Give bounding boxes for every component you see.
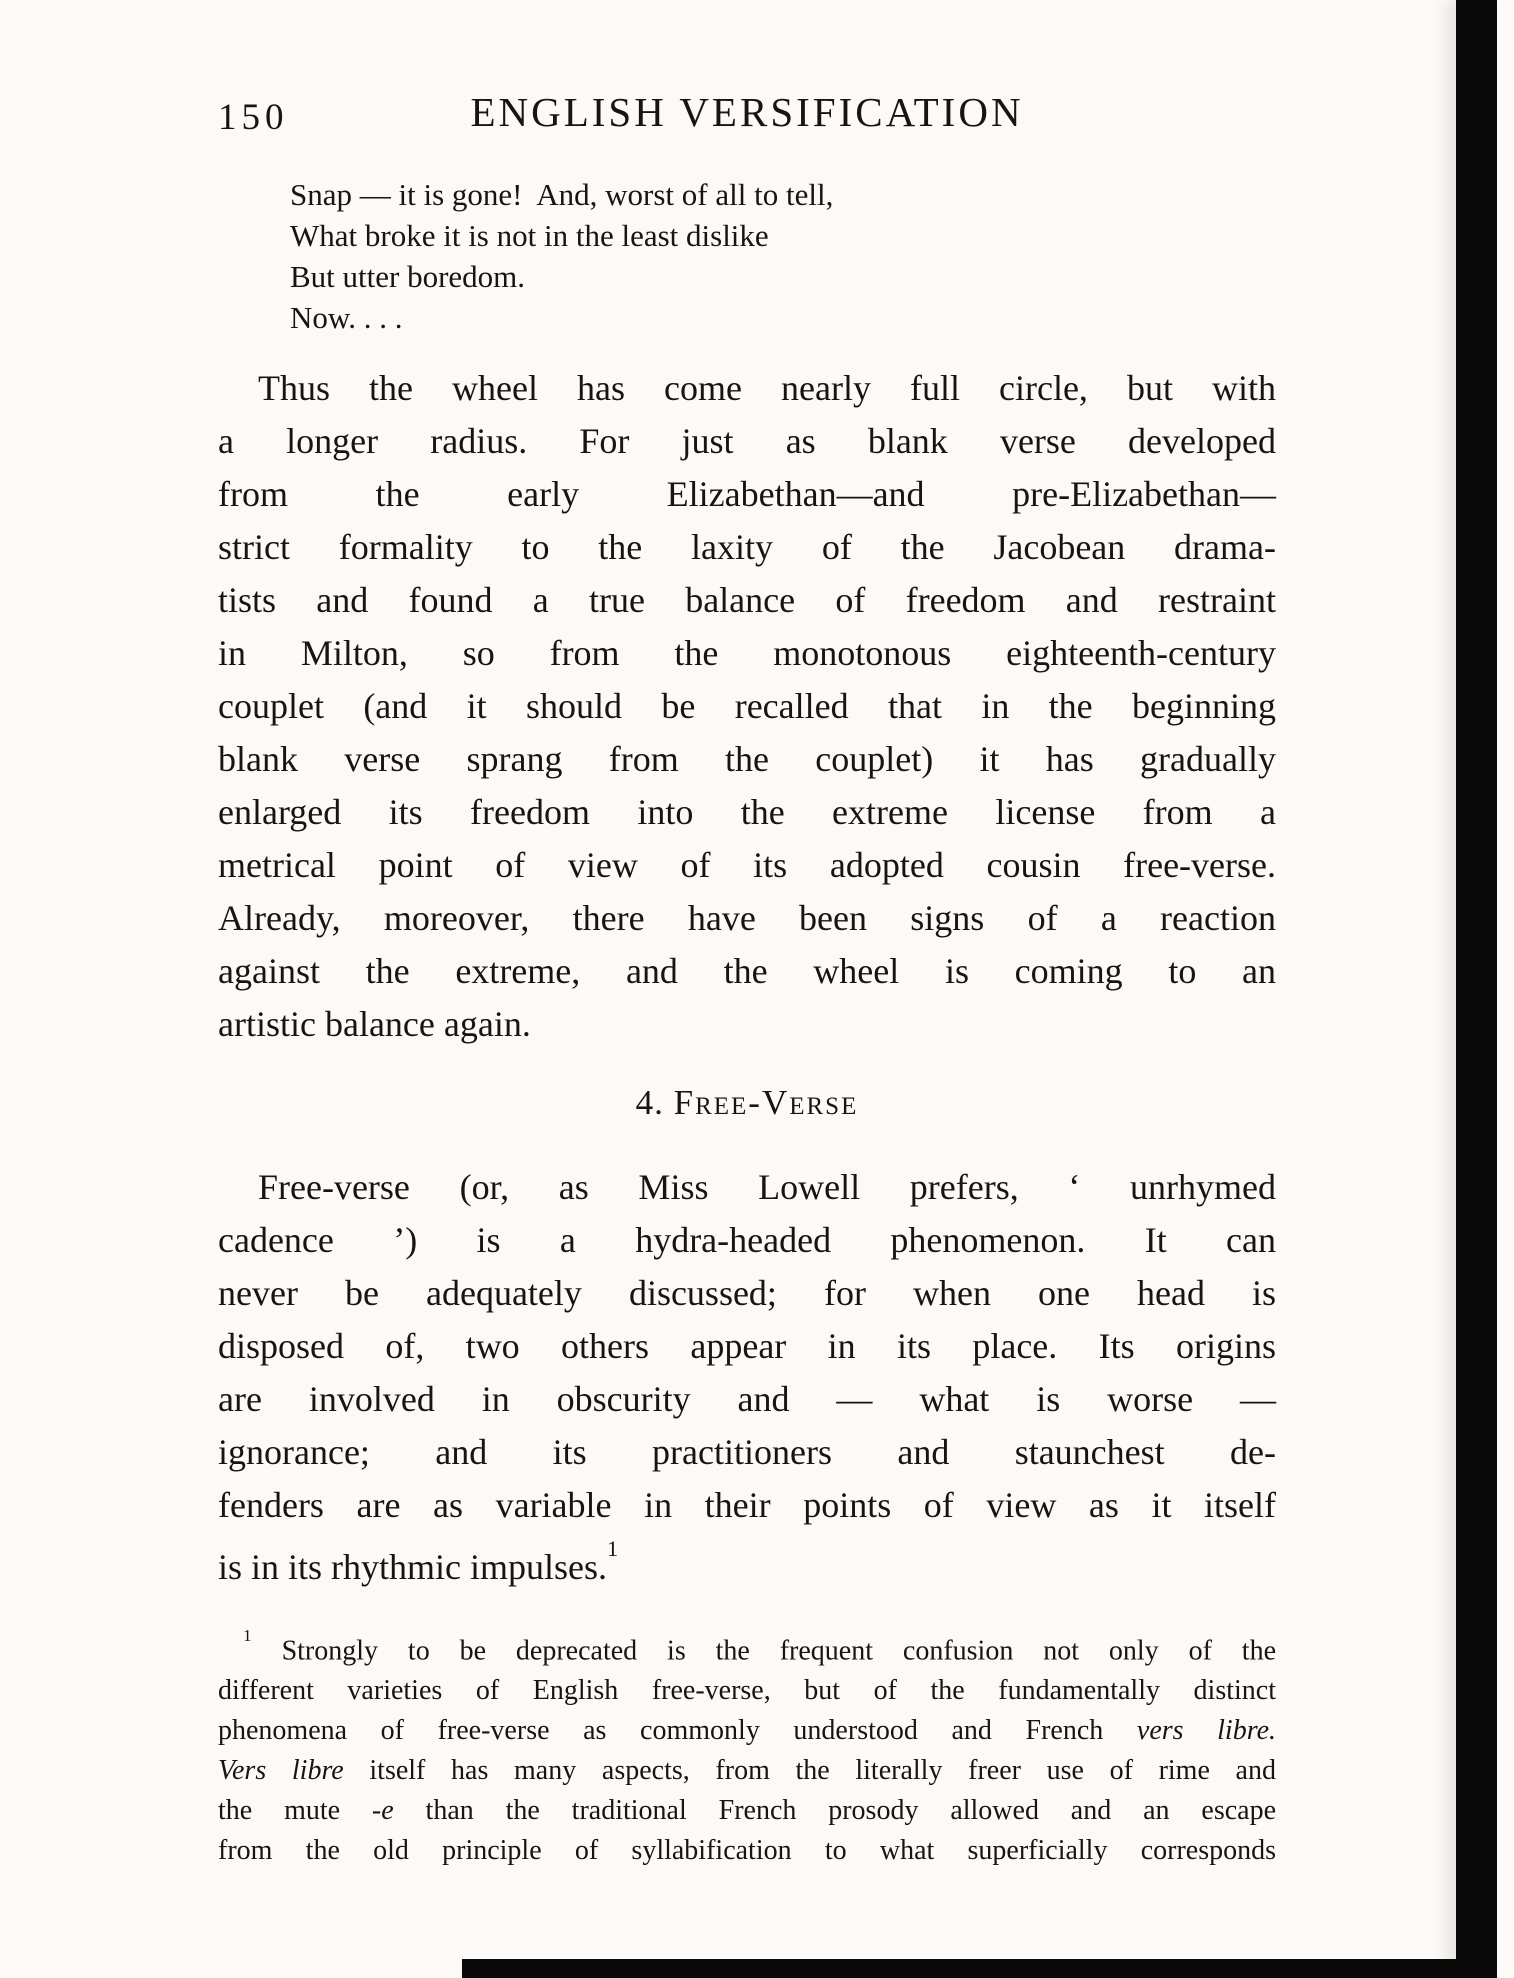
footnote-text: Strongly to be deprecated is the frequent confusion not only of the — [251, 1635, 1276, 1667]
footnote-line: different varieties of English free-verse, but of the fundamentally distinct — [218, 1675, 1276, 1707]
text-line — [218, 1532, 1276, 1594]
footnote-text: than the traditional French prosody allowed and an escape — [393, 1795, 1276, 1827]
poem-line: What broke it is not in the least dislike — [290, 218, 769, 253]
footnote-line — [218, 1624, 1276, 1671]
text-line: strict formality to the laxity of the Jacobean drama- — [218, 527, 1276, 567]
text-line: never be adequately discussed; for when one head is — [218, 1273, 1276, 1313]
text-line: metrical point of view of its adopted cousin free-verse. — [218, 845, 1276, 885]
footnote-marker: 1 — [243, 1626, 252, 1646]
text-line: fenders are as variable in their points of view as it itself — [218, 1485, 1276, 1525]
text-line: ignorance; and its practitioners and staunchest de- — [218, 1432, 1276, 1472]
text-line: Thus the wheel has come nearly full circle, but with — [258, 368, 1276, 408]
section-title: Free-Verse — [673, 1083, 859, 1122]
text-line: artistic balance again. — [218, 1004, 531, 1044]
footnote — [218, 1624, 1276, 1871]
poem-line: But utter boredom. — [290, 259, 526, 294]
page-content — [218, 0, 1276, 1871]
poem-line: Snap — it is gone! And, worst of all to tell, — [290, 177, 834, 212]
footnote-line — [218, 1791, 1276, 1831]
text-line: enlarged its freedom into the extreme license from a — [218, 792, 1276, 832]
footnote-text: phenomena of free-verse as commonly understood and French — [218, 1715, 1137, 1747]
footnote-text-italic: -e — [371, 1795, 394, 1827]
footnote-line — [218, 1711, 1276, 1751]
text-line: are involved in obscurity and — what is worse — — [218, 1379, 1276, 1419]
running-title: ENGLISH VERSIFICATION — [470, 89, 1024, 135]
poem-line: Now. . . . — [290, 300, 403, 335]
text-line: blank verse sprang from the couplet) it has gradually — [218, 739, 1276, 779]
scan-bottom-bar — [462, 1959, 1497, 1978]
footnote-text: itself has many aspects, from the literally freer use of rime and — [343, 1755, 1276, 1787]
text-line: couplet (and it should be recalled that in the beginning — [218, 686, 1276, 726]
section-number: 4. — [635, 1083, 664, 1122]
paragraph-2 — [218, 1161, 1276, 1594]
text-line: disposed of, two others appear in its place. Its origins — [218, 1326, 1276, 1366]
section-heading — [218, 1081, 1276, 1125]
text-line: tists and found a true balance of freedom and restraint — [218, 580, 1276, 620]
scan-gutter-bar — [1456, 0, 1497, 1978]
text-line: in Milton, so from the monotonous eighteenth-century — [218, 633, 1276, 673]
text-line: Already, moreover, there have been signs of a reaction — [218, 898, 1276, 938]
footnote-text-italic: vers libre. — [1136, 1715, 1276, 1747]
text-line: from the early Elizabethan—and pre-Elizabethan— — [218, 474, 1276, 514]
text-line-fragment: is in its rhythmic impulses. — [218, 1547, 608, 1587]
footnote-reference: 1 — [607, 1535, 619, 1561]
footnote-line — [218, 1751, 1276, 1791]
footnote-line: from the old principle of syllabification to what superficially corresponds — [218, 1835, 1276, 1867]
text-line: against the extreme, and the wheel is coming to an — [218, 951, 1276, 991]
page-header — [218, 86, 1276, 144]
text-line: cadence ’) is a hydra-headed phenomenon. It can — [218, 1220, 1276, 1260]
paragraph-1 — [218, 362, 1276, 1051]
footnote-text: the mute — [218, 1795, 372, 1827]
footnote-text-italic: Vers libre — [218, 1755, 344, 1787]
text-line: Free-verse (or, as Miss Lowell prefers, ‘ unrhymed — [258, 1167, 1276, 1207]
text-line: a longer radius. For just as blank verse developed — [218, 421, 1276, 461]
verse-excerpt — [290, 174, 1276, 338]
page-number: 150 — [218, 97, 289, 138]
